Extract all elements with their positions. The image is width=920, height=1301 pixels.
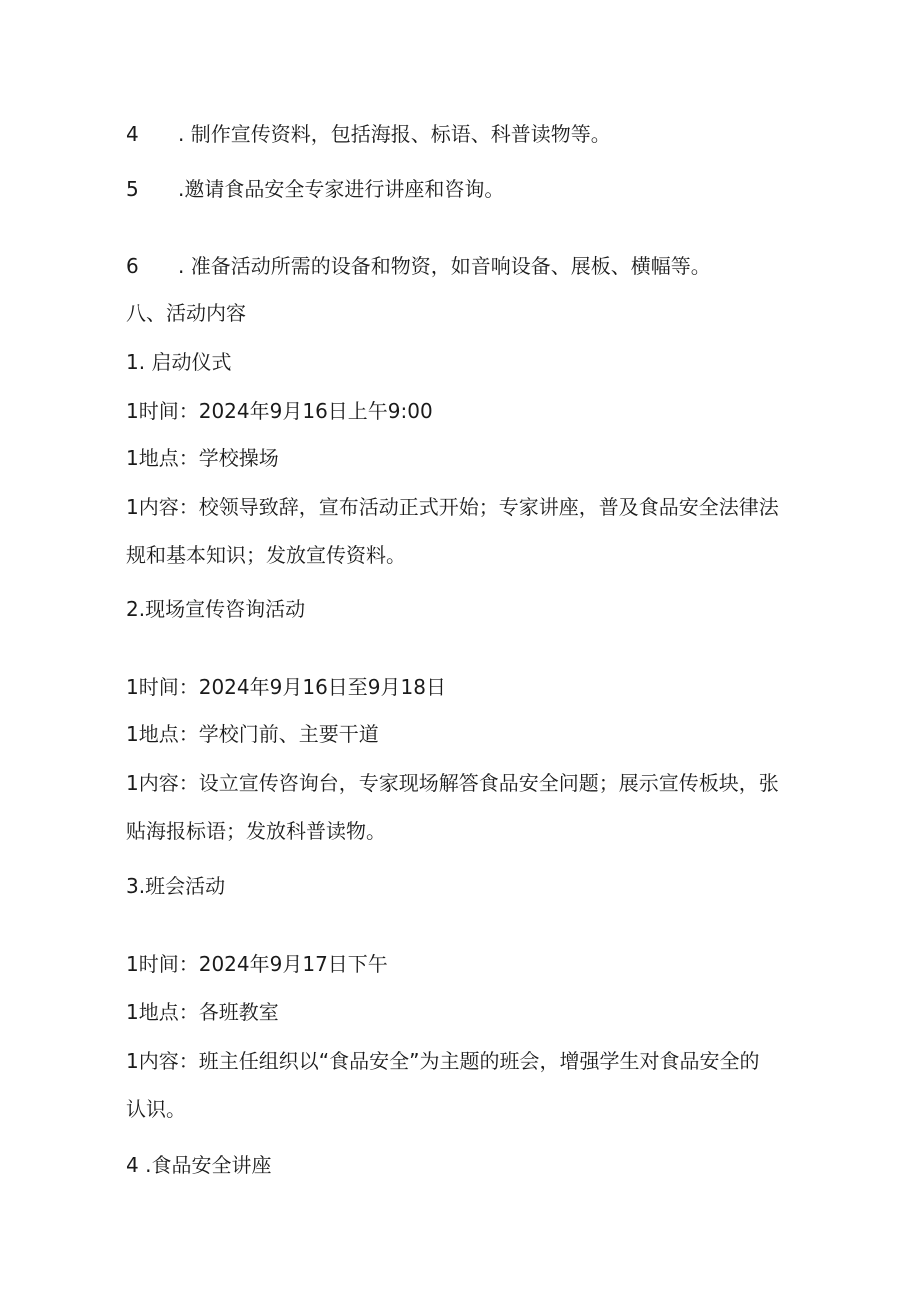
activity-time-1: 1时间：2024年9月16日上午9:00 — [126, 399, 433, 423]
activity-content-1-line-1: 1内容：校领导致辞，宣布活动正式开始；专家讲座，普及食品安全法律法 — [126, 495, 779, 519]
activity-place-1: 1地点：学校操场 — [126, 446, 279, 470]
activity-content-3-line-1: 1内容：班主任组织以“食品安全”为主题的班会，增强学生对食品安全的 — [126, 1049, 760, 1073]
list-text: . 制作宣传资料，包括海报、标语、科普读物等。 — [178, 122, 611, 146]
list-number: 6 — [126, 254, 139, 278]
activity-place-2: 1地点：学校门前、主要干道 — [126, 722, 379, 746]
list-number: 5 — [126, 177, 139, 201]
section-heading: 八、活动内容 — [126, 301, 246, 325]
activity-time-3: 1时间：2024年9月17日下午 — [126, 952, 388, 976]
activity-time-2: 1时间：2024年9月16日至9月18日 — [126, 675, 446, 699]
activity-title-4: 4 .食品安全讲座 — [126, 1153, 272, 1177]
activity-title-3: 3.班会活动 — [126, 874, 226, 898]
prep-item-4 — [126, 120, 611, 148]
list-number: 4 — [126, 122, 139, 146]
activity-content-1-line-2: 规和基本知识；发放宣传资料。 — [126, 543, 406, 567]
activity-content-2-line-2: 贴海报标语；发放科普读物。 — [126, 819, 386, 843]
list-text: .邀请食品安全专家进行讲座和咨询。 — [178, 177, 505, 201]
activity-content-3-line-2: 认识。 — [126, 1097, 186, 1121]
prep-item-6 — [126, 252, 711, 280]
activity-place-3: 1地点：各班教室 — [126, 1000, 279, 1024]
activity-title-1: 1. 启动仪式 — [126, 350, 232, 374]
activity-content-2-line-1: 1内容：设立宣传咨询台，专家现场解答食品安全问题；展示宣传板块，张 — [126, 771, 779, 795]
activity-title-2: 2.现场宣传咨询活动 — [126, 597, 306, 621]
list-text: . 准备活动所需的设备和物资，如音响设备、展板、横幅等。 — [178, 254, 711, 278]
prep-item-5 — [126, 175, 504, 203]
